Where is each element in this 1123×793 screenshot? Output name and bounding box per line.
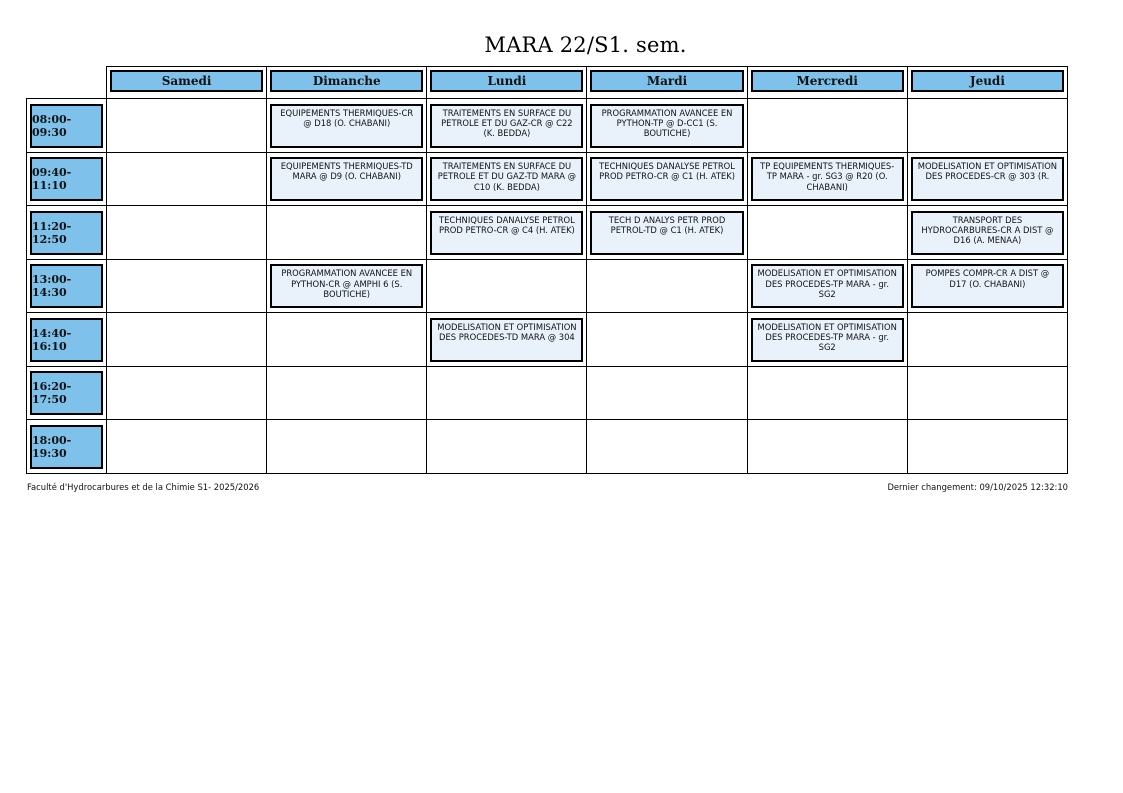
time-slot-row (27, 420, 1068, 474)
empty-cell (907, 366, 1067, 420)
empty-cell (907, 313, 1067, 367)
day-header: Mercredi (751, 70, 904, 92)
empty-cell (747, 99, 907, 153)
course-block[interactable]: EQUIPEMENTS THERMIQUES-TD MARA @ D9 (O. CHABANI) (270, 157, 423, 201)
day-header: Mardi (590, 70, 743, 92)
empty-cell (907, 99, 1067, 153)
empty-cell (587, 420, 747, 474)
course-block[interactable]: MODELISATION ET OPTIMISATION DES PROCEDES-TP MARA - gr. SG2 (751, 318, 904, 362)
time-slot-row (27, 152, 1068, 206)
time-slot-label: 16:20-17:50 (30, 371, 103, 415)
empty-cell (107, 99, 267, 153)
course-block[interactable]: TRAITEMENTS EN SURFACE DU PETROLE ET DU GAZ-CR @ C22 (K. BEDDA) (430, 104, 583, 148)
day-header: Lundi (430, 70, 583, 92)
empty-cell (587, 259, 747, 313)
course-block[interactable]: MODELISATION ET OPTIMISATION DES PROCEDES-CR @ 303 (R. (911, 157, 1064, 201)
course-block[interactable]: MODELISATION ET OPTIMISATION DES PROCEDES-TD MARA @ 304 (430, 318, 583, 362)
empty-cell (267, 206, 427, 260)
time-slot-label: 13:00-14:30 (30, 264, 103, 308)
time-slot-label: 11:20-12:50 (30, 211, 103, 255)
time-slot-label: 18:00-19:30 (30, 425, 103, 469)
course-block[interactable]: TECHNIQUES DANALYSE PETROL PROD PETRO-CR @ C4 (H. ATEK) (430, 211, 583, 255)
empty-cell (427, 366, 587, 420)
time-slot-row (27, 313, 1068, 367)
course-block[interactable]: TP EQUIPEMENTS THERMIQUES-TP MARA - gr. SG3 @ R20 (O. CHABANI) (751, 157, 904, 201)
course-block[interactable]: TRAITEMENTS EN SURFACE DU PETROLE ET DU GAZ-TD MARA @ C10 (K. BEDDA) (430, 157, 583, 201)
course-block[interactable]: PROGRAMMATION AVANCEE EN PYTHON-CR @ AMPHI 6 (S. BOUTICHE) (270, 264, 423, 308)
day-header-row (27, 67, 1068, 99)
time-slot-label: 09:40-11:10 (30, 157, 103, 201)
empty-cell (267, 420, 427, 474)
course-block[interactable]: MODELISATION ET OPTIMISATION DES PROCEDES-TP MARA - gr. SG2 (751, 264, 904, 308)
empty-cell (747, 206, 907, 260)
empty-cell (107, 366, 267, 420)
empty-cell (587, 313, 747, 367)
footer-faculty: Faculté d'Hydrocarbures et de la Chimie S1- 2025/2026 (27, 482, 260, 492)
empty-cell (427, 259, 587, 313)
empty-cell (107, 259, 267, 313)
course-block[interactable]: TRANSPORT DES HYDROCARBURES-CR A DIST @ D16 (A. MENAA) (911, 211, 1064, 255)
day-header: Jeudi (911, 70, 1064, 92)
time-slot-label: 08:00-09:30 (30, 104, 103, 148)
time-slot-row (27, 366, 1068, 420)
empty-cell (107, 206, 267, 260)
time-slot-label: 14:40-16:10 (30, 318, 103, 362)
empty-cell (747, 366, 907, 420)
empty-cell (107, 152, 267, 206)
time-slot-row (27, 206, 1068, 260)
empty-cell (427, 420, 587, 474)
empty-cell (267, 366, 427, 420)
corner-cell (27, 67, 107, 99)
empty-cell (267, 313, 427, 367)
day-header: Samedi (110, 70, 263, 92)
day-header: Dimanche (270, 70, 423, 92)
course-block[interactable]: EQUIPEMENTS THERMIQUES-CR @ D18 (O. CHABANI) (270, 104, 423, 148)
footer-last-change: Dernier changement: 09/10/2025 12:32:10 (887, 482, 1068, 492)
course-block[interactable]: TECHNIQUES DANALYSE PETROL PROD PETRO-CR @ C1 (H. ATEK) (590, 157, 743, 201)
page-title: MARA 22/S1. sem. (484, 33, 687, 57)
time-slot-row (27, 259, 1068, 313)
empty-cell (107, 420, 267, 474)
empty-cell (747, 420, 907, 474)
empty-cell (907, 420, 1067, 474)
course-block[interactable]: PROGRAMMATION AVANCEE EN PYTHON-TP @ D-CC1 (S. BOUTICHE) (590, 104, 743, 148)
course-block[interactable]: POMPES COMPR-CR A DIST @ D17 (O. CHABANI) (911, 264, 1064, 308)
empty-cell (587, 366, 747, 420)
timetable (26, 66, 1068, 474)
empty-cell (107, 313, 267, 367)
course-block[interactable]: TECH D ANALYS PETR PROD PETROL-TD @ C1 (H. ATEK) (590, 211, 743, 255)
time-slot-row (27, 99, 1068, 153)
